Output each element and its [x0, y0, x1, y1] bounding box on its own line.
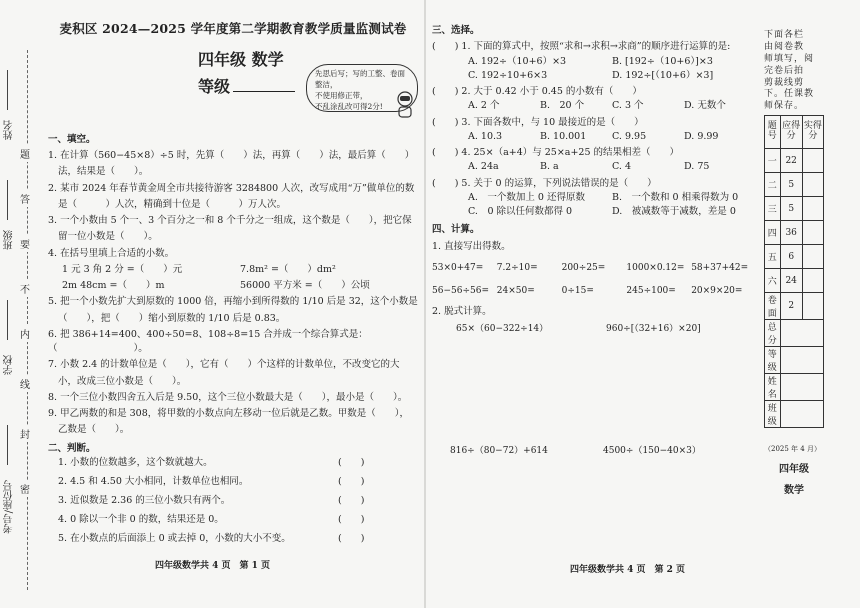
- section-judge-heading: 二、判断。: [48, 442, 96, 454]
- choice-question: ( ) 3. 下面各数中，与 10 最接近的是（ ）: [432, 116, 644, 128]
- score-item: 三: [765, 197, 781, 221]
- question-cont: 是（ ）人次，精确到十位是（ ）万人次。: [58, 198, 287, 210]
- score-hint: [764, 30, 824, 113]
- sub-question: 2m 48cm =（ ）m: [62, 280, 165, 291]
- question: 1. 在计算（560−45×8）÷5 时，先算（ ）法，再算（ ）法，最后算（ ）: [48, 150, 415, 161]
- score-item: 总分: [765, 320, 781, 347]
- hint-line: 师填写，阅: [764, 53, 815, 64]
- judge-text: 4. 0 除以一个非 0 的数，结果还是 0。: [58, 513, 224, 525]
- score-max: 5: [780, 173, 802, 197]
- score-row: [765, 320, 824, 347]
- step-calc-row: [432, 323, 756, 337]
- score-name-cell[interactable]: [780, 374, 823, 401]
- option[interactable]: C. 3 个: [612, 100, 644, 112]
- choice-options: [432, 55, 756, 69]
- score-strip: [764, 30, 824, 496]
- seal-word: 内: [20, 325, 30, 342]
- name-field-label: 姓名: [4, 120, 15, 140]
- hint-line: 师保存。: [764, 101, 805, 112]
- score-header: 题号: [765, 116, 781, 149]
- question-cont: 法，结果是（ ）。: [58, 166, 149, 178]
- class-field-line[interactable]: [7, 180, 8, 220]
- page-footer-1: 四年级数学共 4 页 第 1 页: [155, 561, 271, 571]
- seal-word: 答: [20, 190, 30, 207]
- question: 2. 某市 2024 年春节黄金周全市共接待游客 3284800 人次，改写成用“万”做单位的数: [48, 182, 415, 194]
- question: 3. 一个小数由 5 个一、3 个百分之一和 8 个千分之一组成，这个数是（ ），把它保: [48, 215, 412, 226]
- oral-calc[interactable]: 20×9×20=: [691, 286, 743, 297]
- seat-field-label: 考号/座位号: [4, 480, 15, 534]
- judge-item: [48, 456, 418, 475]
- judge-answer[interactable]: ( ): [338, 475, 365, 487]
- oral-calc[interactable]: 56−56÷56=: [432, 286, 489, 297]
- question: 6. 把 386+14=400、400÷50=8、108÷8=15 合并成一个综合算式是：（ ）。: [48, 328, 368, 354]
- judge-item: [48, 513, 418, 532]
- score-item: 四: [765, 221, 781, 245]
- option[interactable]: C. 0 除以任何数都得 0: [468, 206, 573, 217]
- score-max: 6: [780, 245, 802, 269]
- oral-calc-row: [432, 262, 756, 276]
- hint-line: 下。任课教: [764, 89, 815, 100]
- score-item: 卷面: [765, 293, 781, 320]
- section-calc-heading: 四、计算。: [432, 224, 480, 236]
- choice-options: [432, 160, 756, 174]
- score-item: 一: [765, 149, 781, 173]
- step-calc[interactable]: 960÷[（32+16）×20]: [606, 324, 701, 334]
- sub-question: 7.8m² =（ ）dm²: [240, 263, 336, 275]
- score-item: 六: [765, 269, 781, 293]
- left-page: [48, 20, 418, 551]
- judge-text: 5. 在小数点的后面添上 0 或去掉 0，小数的大小不变。: [58, 532, 291, 544]
- score-actual[interactable]: [802, 293, 823, 320]
- option[interactable]: B. 20 个: [540, 100, 585, 112]
- choice-options: [432, 191, 756, 205]
- option[interactable]: C. 4: [612, 161, 632, 173]
- question-row: [48, 279, 418, 293]
- question: 8. 一个三位小数四舍五入后是 9.50，这个三位小数最大是（ ），最小是（ ）。: [48, 391, 408, 403]
- score-actual[interactable]: [802, 149, 823, 173]
- seal-word: 要: [20, 235, 30, 252]
- score-total-cell[interactable]: [780, 320, 823, 347]
- question-row: [48, 263, 418, 277]
- calc-sub-heading: 1. 直接写出得数。: [432, 240, 511, 252]
- question: 7. 小数 2.4 的计数单位是（ ），它有（ ）个这样的计数单位，不改变它的大: [48, 359, 400, 371]
- oral-calc-row: [432, 285, 756, 299]
- score-max: 24: [780, 269, 802, 293]
- question-cont: （ ），把（ ）缩小到原数的 1/10 后是 0.83。: [58, 312, 286, 324]
- oral-calc[interactable]: 53×0+47=: [432, 262, 484, 273]
- subject-stamp: 数学: [784, 485, 804, 497]
- seat-field-line[interactable]: [7, 425, 8, 465]
- oral-calc[interactable]: 245÷100=: [626, 286, 676, 297]
- score-row: [765, 401, 824, 428]
- option[interactable]: D. 192÷[（10+6）×3]: [612, 69, 714, 81]
- hint-line: 剪裁线剪: [764, 77, 805, 88]
- choice-question: ( ) 1. 下面的算式中，按照“求和→求积→求商”的顺序进行运算的是:: [432, 41, 731, 53]
- score-item: 班级: [765, 401, 781, 428]
- choice-options: [432, 205, 756, 219]
- school-field-line[interactable]: [7, 300, 8, 340]
- seal-word: 线: [20, 375, 30, 392]
- option[interactable]: A. 2 个: [468, 100, 500, 112]
- score-max: 5: [780, 197, 802, 221]
- class-field-label: 班级: [4, 230, 15, 250]
- grade-label: 等级: [198, 77, 231, 96]
- step-calc[interactable]: 816÷（80−72）+614: [450, 445, 548, 456]
- score-table: [764, 115, 824, 428]
- grade-blank[interactable]: [233, 79, 295, 92]
- exam-subject: 四年级 数学: [198, 50, 284, 69]
- judge-item: [48, 475, 418, 494]
- robot-icon: [394, 90, 416, 120]
- option[interactable]: D. 9.99: [684, 130, 719, 142]
- option[interactable]: D. 被减数等于减数，差是 0: [612, 206, 736, 217]
- hint-line: 由阅卷教: [764, 41, 805, 52]
- sub-question: 56000 平方米 =（ ）公顷: [240, 280, 370, 291]
- oral-calc[interactable]: 200÷25=: [561, 262, 606, 273]
- oral-calc[interactable]: 1000×0.12=: [626, 262, 685, 273]
- score-class-cell[interactable]: [780, 401, 823, 428]
- judge-answer[interactable]: ( ): [338, 494, 365, 506]
- choice-question: ( ) 5. 关于 0 的运算，下列说法错误的是（ ）: [432, 177, 657, 189]
- oral-calc[interactable]: 58+37+42=: [691, 262, 749, 273]
- step-calc[interactable]: 4500÷（150−40×3）: [603, 445, 701, 456]
- score-row: [765, 269, 824, 293]
- score-row: [765, 347, 824, 374]
- calc-sub-heading: 2. 脱式计算。: [432, 305, 492, 317]
- seal-word: 不: [20, 280, 30, 297]
- score-max: 36: [780, 221, 802, 245]
- grade-stamp: 四年级: [779, 464, 809, 476]
- choice-question: ( ) 4. 25×（a+4）与 25×a+25 的结果相差（ ）: [432, 147, 680, 158]
- choice-options: [432, 130, 756, 144]
- oral-calc[interactable]: 7.2÷10=: [496, 262, 538, 273]
- option[interactable]: A. 192÷（10+6）×3: [468, 55, 567, 67]
- option[interactable]: A. 24a: [468, 161, 499, 173]
- judge-item: [48, 494, 418, 513]
- option[interactable]: B. 10.001: [540, 130, 587, 142]
- choice-options: [432, 99, 756, 113]
- name-field-line[interactable]: [7, 70, 8, 110]
- hint-line: 完卷后拍: [764, 65, 805, 76]
- judge-text: 3. 近似数是 2.36 的三位小数只有两个。: [58, 494, 231, 506]
- score-max: 22: [780, 149, 802, 173]
- hint-line: 下面各栏: [764, 30, 805, 40]
- school-field-label: 学校: [4, 355, 15, 375]
- judge-answer[interactable]: ( ): [338, 456, 365, 468]
- option[interactable]: A. 一个数加上 0 还得原数: [468, 191, 585, 203]
- score-item: 五: [765, 245, 781, 269]
- seal-word: 封: [20, 425, 30, 442]
- score-header-row: [765, 116, 824, 149]
- score-actual[interactable]: [802, 197, 823, 221]
- option[interactable]: C. 9.95: [612, 130, 647, 142]
- exam-title: 麦积区 2024—2025 学年度第二学期教育教学质量监测试卷: [59, 21, 407, 36]
- question-cont: 乙数是（ ）。: [58, 424, 130, 436]
- score-row: [765, 173, 824, 197]
- page-footer-2: 四年级数学共 4 页 第 2 页: [570, 565, 686, 575]
- bubble-line: 不乱涂乱改可得2分!: [315, 101, 383, 111]
- score-max: 2: [780, 293, 802, 320]
- right-page: [432, 22, 756, 458]
- score-row: [765, 221, 824, 245]
- score-row: [765, 293, 824, 320]
- choice-question: ( ) 2. 大于 0.42 小于 0.45 的小数有（ ）: [432, 86, 642, 97]
- seal-line: [27, 50, 28, 590]
- option[interactable]: B. [192÷（10+6）]×3: [612, 55, 713, 67]
- judge-answer[interactable]: ( ): [338, 513, 365, 525]
- score-actual[interactable]: [802, 173, 823, 197]
- bubble-line: 不使用修正带，: [315, 90, 368, 100]
- score-actual[interactable]: [802, 221, 823, 245]
- score-item: 等级: [765, 347, 781, 374]
- option[interactable]: B. 一个数和 0 相乘得数为 0: [612, 191, 739, 203]
- choice-options: [432, 69, 756, 83]
- question-cont: 留一位小数是（ ）。: [58, 231, 158, 243]
- question: 4. 在括号里填上合适的小数。: [48, 247, 175, 259]
- score-actual[interactable]: [802, 269, 823, 293]
- question: 5. 把一个小数先扩大到原数的 1000 倍，再缩小到所得数的 1/10 后是 32，这个小数是: [48, 296, 418, 308]
- judge-item: [48, 532, 418, 551]
- judge-text: 1. 小数的位数越多，这个数就越大。: [58, 456, 213, 468]
- judge-answer[interactable]: ( ): [338, 532, 365, 544]
- step-calc-row: [432, 445, 756, 459]
- page-fold: [424, 0, 426, 608]
- score-row: [765, 245, 824, 269]
- oral-calc[interactable]: 0÷15=: [561, 286, 594, 297]
- option[interactable]: D. 75: [684, 161, 710, 173]
- score-header: 实得分: [802, 116, 823, 149]
- seal-word: 题: [20, 145, 30, 162]
- score-row: [765, 374, 824, 401]
- score-actual[interactable]: [802, 245, 823, 269]
- option[interactable]: D. 无数个: [684, 100, 726, 112]
- judge-text: 2. 4.5 和 4.50 大小相同，计数单位也相同。: [58, 475, 249, 487]
- section-fill-heading: 一、填空。: [48, 133, 96, 145]
- question: 9. 甲乙两数的和是 308，将甲数的小数点向左移动一位后就是乙数。甲数是（ ），: [48, 408, 409, 419]
- bubble-line: 先思后写；写的工整、卷面整洁，: [315, 69, 405, 89]
- option[interactable]: B. a: [540, 161, 559, 173]
- question-cont: 小，改成三位小数是（ ）。: [58, 375, 187, 387]
- score-header: 应得分: [780, 116, 802, 149]
- score-row: [765, 149, 824, 173]
- score-row: [765, 197, 824, 221]
- grade-line: [198, 75, 295, 99]
- sub-question: 1 元 3 角 2 分 =（ ）元: [62, 263, 183, 275]
- score-item: 姓名: [765, 374, 781, 401]
- section-choice-heading: 三、选择。: [432, 25, 480, 36]
- option[interactable]: C. 192÷10+6×3: [468, 69, 548, 81]
- score-grade-cell[interactable]: [780, 347, 823, 374]
- exam-date: （2025 年 4 月）: [764, 445, 821, 454]
- oral-calc[interactable]: 24×50=: [496, 286, 535, 297]
- step-calc[interactable]: 65×（60−322÷14）: [456, 324, 549, 334]
- seal-word: 密: [20, 480, 30, 497]
- binding-strip: [0, 40, 40, 600]
- score-item: 二: [765, 173, 781, 197]
- option[interactable]: A. 10.3: [468, 130, 503, 142]
